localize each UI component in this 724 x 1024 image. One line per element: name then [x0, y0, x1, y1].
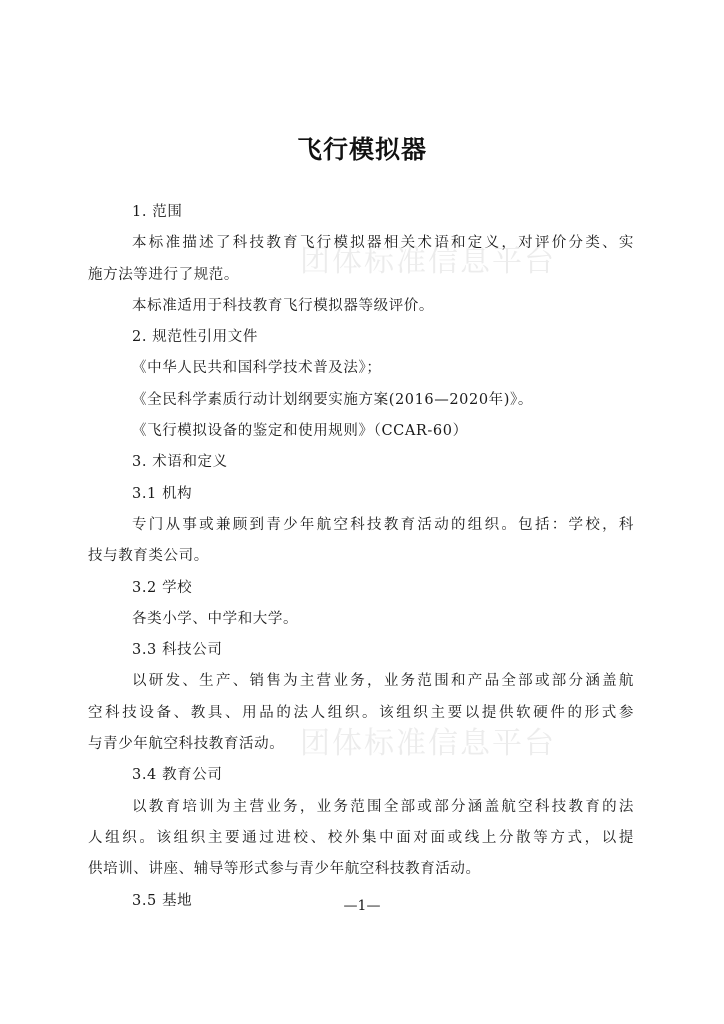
- document-body: [88, 197, 634, 917]
- text-line: 本标准描述了科技教育飞行模拟器相关术语和定义，对评价分类、实: [132, 235, 634, 252]
- watermark: 团体标准信息平台: [300, 726, 556, 761]
- text-line: 3.1 机构: [132, 485, 193, 502]
- text-line: 空科技设备、教具、用品的法人组织。该组织主要以提供软硬件的形式参: [88, 704, 634, 721]
- text-line: 3.2 学校: [132, 579, 193, 596]
- text-line: 1. 范围: [132, 204, 183, 220]
- text-line: 《飞行模拟设备的鉴定和使用规则》（CCAR-60）: [132, 423, 468, 440]
- text-line: 以教育培训为主营业务，业务范围全部或部分涵盖航空科技教育的法: [132, 798, 634, 815]
- text-line: 技与教育类公司。: [88, 548, 209, 565]
- page-number: —1—: [343, 898, 381, 914]
- text-line: 以研发、生产、销售为主营业务，业务范围和产品全部或部分涵盖航: [132, 673, 634, 690]
- text-line: 施方法等进行了规范。: [88, 266, 239, 283]
- watermark: 团体标准信息平台: [300, 244, 556, 279]
- text-line: 专门从事或兼顾到青少年航空科技教育活动的组织。包括：学校，科: [132, 516, 634, 533]
- text-line: 《中华人民共和国科学技术普及法》；: [132, 360, 382, 377]
- text-line: 与青少年航空科技教育活动。: [88, 736, 285, 753]
- text-line: 供培训、讲座、辅导等形式参与青少年航空科技教育活动。: [88, 861, 481, 878]
- document-title: 飞行模拟器: [296, 135, 427, 164]
- text-line: 各类小学、中学和大学。: [132, 610, 299, 627]
- text-line: 《全民科学素质行动计划纲要实施方案(2016—2020年)》。: [132, 391, 533, 408]
- text-line: 2. 规范性引用文件: [132, 329, 258, 346]
- text-line: 3.5 基地: [132, 892, 193, 909]
- text-line: 3.3 科技公司: [132, 642, 223, 659]
- text-line: 3.4 教育公司: [132, 767, 223, 784]
- text-line: 本标准适用于科技教育飞行模拟器等级评价。: [132, 297, 434, 314]
- text-line: 人组织。该组织主要通过进校、校外集中面对面或线上分散等方式，以提: [88, 829, 634, 846]
- text-line: 3. 术语和定义: [132, 454, 228, 471]
